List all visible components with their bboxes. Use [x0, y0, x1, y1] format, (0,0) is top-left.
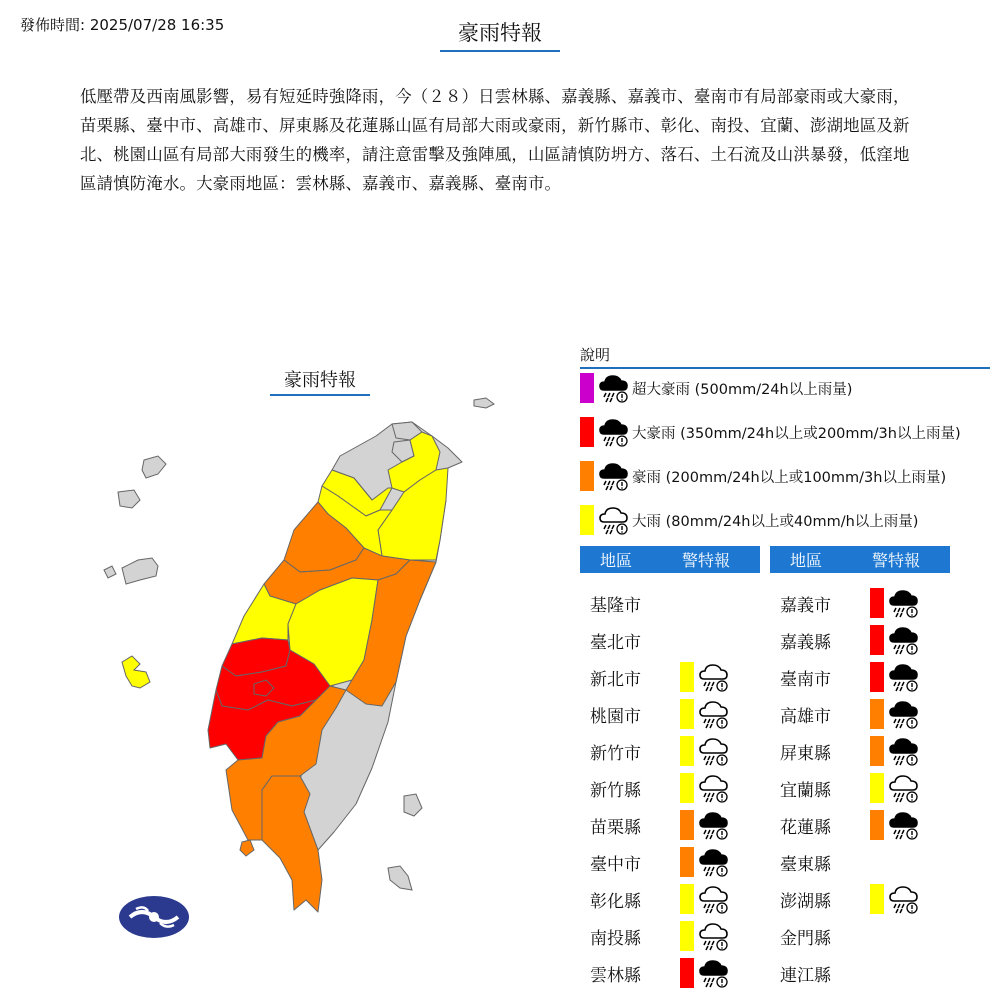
island-kinmen-2: [122, 558, 158, 584]
legend-icon-wrap: [598, 416, 630, 448]
region-name: 基隆市: [590, 595, 641, 616]
publish-time: 發佈時間: 2025/07/28 16:35: [20, 16, 225, 34]
heavy-rain-icon: [698, 735, 730, 767]
legend-icon-wrap: [598, 504, 630, 536]
table-row: [770, 660, 920, 694]
legend-label: 大雨 (80mm/24h以上或40mm/h以上雨量): [632, 513, 919, 530]
warning-level-swatch: [680, 921, 694, 951]
region-name: 高雄市: [780, 706, 831, 727]
heavy-rain-icon: [698, 920, 730, 952]
legend-swatch: [580, 373, 594, 403]
legend-swatch: [580, 417, 594, 447]
heavy-rain-icon: [598, 504, 630, 536]
warning-icon-wrap: [698, 883, 730, 915]
warning-level-swatch: [680, 736, 694, 766]
region-name: 屏東縣: [780, 743, 831, 764]
extremely-heavy-rain-icon: [698, 846, 730, 878]
warning-level-swatch: [870, 884, 884, 914]
warning-level-swatch: [870, 810, 884, 840]
warning-icon-wrap: [698, 920, 730, 952]
table-row: [580, 623, 680, 657]
region-name: 新北市: [590, 669, 641, 690]
legend-swatch: [580, 505, 594, 535]
heavy-rain-icon: [698, 661, 730, 693]
region-name: 澎湖縣: [780, 891, 831, 912]
heavy-rain-icon: [888, 772, 920, 804]
legend-item-torrential: [580, 416, 961, 448]
region-name: 桃園市: [590, 706, 641, 727]
legend-label: 大豪雨 (350mm/24h以上或200mm/3h以上雨量): [632, 425, 961, 442]
warning-level-swatch: [680, 958, 694, 988]
torrential-rain-icon: [888, 624, 920, 656]
table-row: [770, 882, 920, 916]
island-green-island: [404, 794, 422, 816]
warning-icon-wrap: [888, 698, 920, 730]
table-row: [580, 845, 730, 879]
warning-level-swatch: [680, 662, 694, 692]
warning-icon-wrap: [888, 772, 920, 804]
warning-icon-wrap: [698, 698, 730, 730]
island-matsu-1: [474, 398, 494, 408]
table-row: [580, 660, 730, 694]
warning-icon-wrap: [888, 883, 920, 915]
region-name: 臺中市: [590, 854, 641, 875]
warning-level-swatch: [680, 884, 694, 914]
torrential-rain-icon: [698, 957, 730, 989]
table-row: [770, 734, 920, 768]
region-name: 南投縣: [590, 928, 641, 949]
region-name: 新竹縣: [590, 780, 641, 801]
header-warning: 警特報: [681, 551, 730, 570]
region-name: 連江縣: [780, 965, 831, 986]
island-orchid-island: [388, 866, 412, 890]
island-kinmen-1: [118, 490, 140, 508]
extremely-heavy-rain-icon: [888, 735, 920, 767]
table-row: [770, 623, 920, 657]
region-name: 新竹市: [590, 743, 641, 764]
region-name: 臺北市: [590, 632, 641, 653]
legend-icon-wrap: [598, 460, 630, 492]
table-row: [770, 697, 920, 731]
table-header-left: [580, 546, 760, 573]
region-name: 臺南市: [780, 669, 831, 690]
heavy-rain-icon: [888, 883, 920, 915]
table-row: [580, 919, 730, 953]
warning-level-swatch: [680, 810, 694, 840]
header-region: 地區: [789, 551, 822, 570]
region-penghu: [122, 656, 150, 688]
warning-level-swatch: [680, 773, 694, 803]
region-name: 雲林縣: [590, 965, 641, 986]
table-row: [770, 808, 920, 842]
region-name: 嘉義縣: [780, 632, 831, 653]
extremely-heavy-rain-icon: [888, 698, 920, 730]
warning-icon-wrap: [888, 587, 920, 619]
region-name: 宜蘭縣: [780, 780, 831, 801]
region-name: 金門縣: [780, 928, 831, 949]
legend-label: 豪雨 (200mm/24h以上或100mm/3h以上雨量): [632, 469, 947, 486]
island-kinmen-3: [104, 566, 116, 578]
island-liuqiu: [240, 840, 254, 856]
table-row: [580, 882, 730, 916]
table-row: [770, 919, 870, 953]
table-row: [580, 956, 730, 990]
torrential-rain-icon: [888, 587, 920, 619]
warning-icon-wrap: [888, 809, 920, 841]
warning-icon-wrap: [698, 661, 730, 693]
region-name: 臺東縣: [780, 854, 831, 875]
legend-swatch: [580, 461, 594, 491]
cwa-logo: [118, 895, 190, 939]
extremely-heavy-rain-icon: [698, 809, 730, 841]
map-title: 豪雨特報: [270, 366, 370, 396]
table-row: [580, 808, 730, 842]
torrential-rain-icon: [888, 661, 920, 693]
region-name: 苗栗縣: [590, 817, 641, 838]
extremely-heavy-rain-icon: [598, 460, 630, 492]
region-name: 花蓮縣: [780, 817, 831, 838]
legend-icon-wrap: [598, 372, 630, 404]
warning-level-swatch: [870, 588, 884, 618]
legend-item-extremely-heavy: [580, 460, 946, 492]
table-row: [580, 771, 730, 805]
table-row: [580, 697, 730, 731]
warning-icon-wrap: [698, 809, 730, 841]
warning-level-swatch: [870, 736, 884, 766]
warning-description: 低壓帶及西南風影響，易有短延時強降雨，今（２８）日雲林縣、嘉義縣、嘉義市、臺南市有局部豪雨或大豪雨，苗栗縣、臺中市、高雄市、屏東縣及花蓮縣山區有局部大雨或豪雨，新竹縣市、彰化、南投、宜蘭、澎湖地區及新北、桃園山區有局部大雨發生的機率，請注意雷擊及強陣風，山區請慎防坍方、落石、土石流及山洪暴發，低窪地區請慎防淹水。大豪雨地區：雲林縣、嘉義市、嘉義縣、臺南市。: [80, 87, 910, 193]
taiwan-warning-map: [0, 340, 520, 940]
table-row: [770, 586, 920, 620]
heavy-rain-icon: [698, 772, 730, 804]
torrential-rain-icon: [598, 416, 630, 448]
warning-level-swatch: [870, 773, 884, 803]
warning-icon-wrap: [698, 735, 730, 767]
warning-level-swatch: [680, 699, 694, 729]
header-warning: 警特報: [871, 551, 920, 570]
warning-level-swatch: [870, 662, 884, 692]
warning-level-swatch: [870, 625, 884, 655]
header-region: 地區: [599, 551, 632, 570]
region-name: 嘉義市: [780, 595, 831, 616]
table-row: [770, 956, 870, 990]
island-matsu-2: [142, 456, 166, 478]
legend-item-heavy: [580, 504, 918, 536]
heavy-rain-icon: [698, 883, 730, 915]
extremely-heavy-rain-icon: [888, 809, 920, 841]
legend-item-extreme-torrential: [580, 372, 852, 404]
table-header-right: [770, 546, 950, 573]
warning-level-swatch: [870, 699, 884, 729]
table-row: [580, 586, 680, 620]
legend-label: 超大豪雨 (500mm/24h以上雨量): [632, 381, 853, 398]
warning-icon-wrap: [698, 772, 730, 804]
heavy-rain-icon: [698, 698, 730, 730]
extreme-torrential-rain-icon: [598, 372, 630, 404]
region-name: 彰化縣: [590, 891, 641, 912]
warning-icon-wrap: [888, 661, 920, 693]
warning-icon-wrap: [698, 846, 730, 878]
legend-title: 說明: [580, 344, 990, 369]
warning-icon-wrap: [888, 735, 920, 767]
table-row: [770, 771, 920, 805]
table-row: [770, 845, 870, 879]
warning-icon-wrap: [698, 957, 730, 989]
table-row: [580, 734, 730, 768]
warning-level-swatch: [680, 847, 694, 877]
warning-icon-wrap: [888, 624, 920, 656]
page-title: 豪雨特報: [440, 17, 560, 52]
